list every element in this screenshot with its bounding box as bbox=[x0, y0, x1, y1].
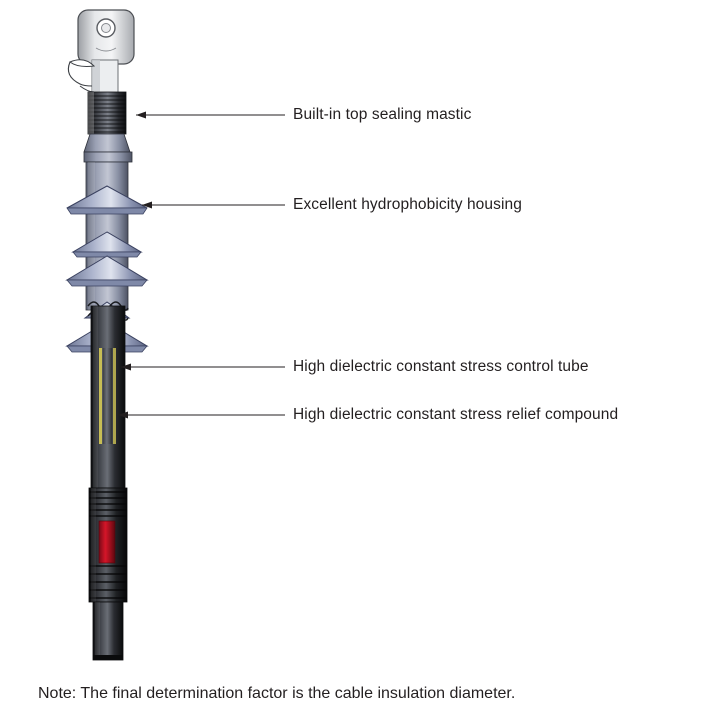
cable-bottom bbox=[93, 602, 123, 660]
callout-line-stress-relief-compound bbox=[118, 412, 285, 419]
callout-line-top-sealing-mastic bbox=[136, 112, 285, 119]
figure-note: Note: The final determination factor is the cable insulation diameter. bbox=[38, 685, 516, 702]
callout-lines bbox=[118, 112, 285, 419]
upper-transition bbox=[84, 134, 132, 162]
lower-banded-section bbox=[89, 488, 127, 602]
callout-line-hydrophobicity-housing bbox=[142, 202, 285, 209]
cable-lug bbox=[78, 10, 134, 64]
top-sealing-mastic-section bbox=[88, 92, 126, 134]
callout-label-hydrophobicity-housing: Excellent hydrophobicity housing bbox=[293, 196, 522, 213]
callout-label-stress-control-tube: High dielectric constant stress control tube bbox=[293, 358, 589, 375]
callout-line-stress-control-tube bbox=[121, 364, 285, 371]
callout-label-top-sealing-mastic: Built-in top sealing mastic bbox=[293, 106, 472, 123]
stress-control-tube-section bbox=[91, 306, 125, 488]
callout-label-stress-relief-compound: High dielectric constant stress relief compound bbox=[293, 406, 619, 423]
